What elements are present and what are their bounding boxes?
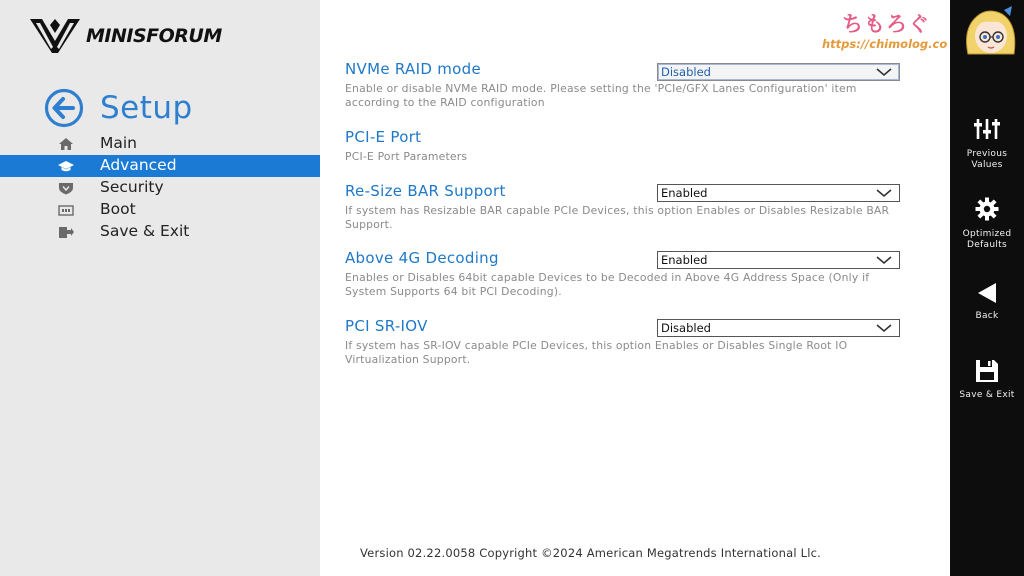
sidebar-item-label: Main — [100, 134, 138, 152]
dropdown-value: Disabled — [661, 65, 711, 79]
sidebar-menu — [0, 133, 320, 243]
setting-title: PCI SR-IOV — [345, 317, 428, 335]
setting-title: PCI-E Port — [345, 128, 422, 146]
gear-icon — [975, 197, 999, 221]
sidebar-item-main[interactable] — [0, 133, 320, 155]
dropdown-value: Enabled — [661, 253, 708, 267]
floppy-disk-icon — [975, 359, 999, 383]
setting-description: PCI-E Port Parameters — [345, 150, 468, 163]
setting-title: Above 4G Decoding — [345, 249, 499, 267]
sidebar-item-save-exit[interactable] — [0, 221, 320, 243]
toolbar-label: Save & Exit — [959, 390, 1015, 400]
pci-sr-iov-dropdown[interactable] — [657, 319, 900, 337]
settings-panel — [320, 0, 950, 576]
setting-description: Enable or disable NVMe RAID mode. Please setting the 'PCIe/GFX Lanes Configuration' item according to the RAID configuration — [345, 82, 857, 109]
setting-description: Enables or Disables 64bit capable Devices to be Decoded in Above 4G Address Space (Only if System Supports 64 bit PCI Decoding). — [345, 271, 870, 298]
sidebar-item-label: Security — [100, 178, 164, 196]
sidebar-item-security[interactable] — [0, 177, 320, 199]
sidebar-item-advanced[interactable] — [0, 155, 320, 177]
sidebar-item-label: Save & Exit — [100, 222, 190, 240]
page-title: Setup — [100, 90, 193, 126]
resize-bar-support-dropdown[interactable] — [657, 184, 900, 202]
watermark-text: ちもろぐ — [842, 12, 930, 36]
chevron-down-icon — [876, 323, 892, 333]
sidebar-item-label: Advanced — [100, 156, 177, 174]
nvme-raid-mode-dropdown[interactable] — [657, 63, 900, 81]
optimized-defaults-button[interactable] — [950, 197, 1024, 251]
watermark — [820, 6, 1020, 58]
dropdown-value: Enabled — [661, 186, 708, 200]
toolbar-label: Back — [975, 311, 999, 321]
previous-values-button[interactable] — [950, 118, 1024, 171]
sliders-icon — [973, 118, 1001, 140]
watermark-url: https://chimolog.co — [822, 37, 948, 51]
minisforum-logo-icon — [30, 17, 80, 55]
setting-pcie-port[interactable] — [345, 128, 905, 164]
chevron-down-icon — [876, 255, 892, 265]
version-footer: Version 02.22.0058 Copyright ©2024 American Megatrends International Llc. — [360, 546, 821, 560]
setup-header — [44, 88, 193, 128]
save-exit-button[interactable] — [950, 359, 1024, 401]
toolbar-label: Previous Values — [966, 149, 1008, 170]
dropdown-value: Disabled — [661, 321, 711, 335]
exit-icon — [58, 225, 74, 239]
graduation-cap-icon — [58, 159, 74, 173]
home-icon — [58, 137, 74, 151]
brand-logo — [30, 16, 222, 56]
back-arrow-circle-icon[interactable] — [44, 88, 84, 128]
sidebar-item-label: Boot — [100, 200, 136, 218]
setting-description: If system has Resizable BAR capable PCIe Devices, this option Enables or Disables Resizable BAR Support. — [345, 204, 890, 231]
mascot-icon — [960, 6, 1020, 58]
chevron-down-icon — [876, 67, 892, 77]
setting-title: NVMe RAID mode — [345, 60, 481, 78]
right-toolbar — [950, 0, 1024, 576]
above-4g-decoding-dropdown[interactable] — [657, 251, 900, 269]
setting-description: If system has SR-IOV capable PCIe Devices, this option Enables or Disables Single Root IO Virtualization Support. — [345, 339, 848, 366]
boot-icon — [58, 203, 74, 217]
shield-icon — [58, 181, 74, 195]
chevron-down-icon — [876, 188, 892, 198]
back-triangle-icon — [976, 282, 998, 304]
sidebar-item-boot[interactable] — [0, 199, 320, 221]
sidebar — [0, 0, 320, 576]
toolbar-label: Optimized Defaults — [962, 229, 1012, 250]
setting-title: Re-Size BAR Support — [345, 182, 506, 200]
logo-text: MINISFORUM — [86, 25, 222, 47]
back-button[interactable] — [950, 282, 1024, 322]
